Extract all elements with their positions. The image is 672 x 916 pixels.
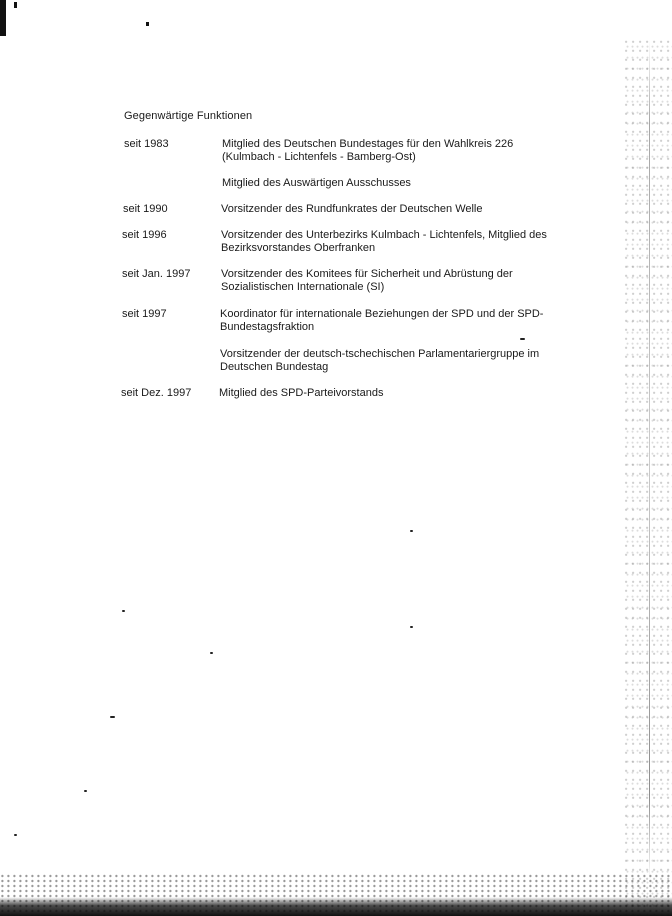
entry-text: Vorsitzender des Komitees für Sicherheit und Abrüstung der Sozialistischen Internationale (SI) (221, 268, 513, 293)
entry-date: seit Jan. 1997 (122, 268, 191, 280)
entry-text: Mitglied des Deutschen Bundestages für den Wahlkreis 226 (Kulmbach - Lichtenfels - Bamberg-Ost) (222, 138, 514, 163)
scan-speck (110, 716, 115, 718)
scan-bottom-noise (0, 874, 672, 916)
scan-speck (410, 626, 413, 628)
scan-artifact-top-left (0, 0, 6, 36)
entry-date: seit 1996 (122, 229, 167, 241)
scan-speck (410, 530, 413, 532)
scan-artifact-mark (146, 22, 149, 26)
entry-text: Vorsitzender des Rundfunkrates der Deutschen Welle (221, 203, 483, 215)
entry-text: Mitglied des Auswärtigen Ausschusses (222, 177, 411, 189)
scan-speck (14, 834, 17, 836)
scan-speck (210, 652, 213, 654)
entry-text: Vorsitzender des Unterbezirks Kulmbach - Lichtenfels, Mitglied des Bezirksvorstandes Oberfranken (221, 229, 547, 254)
entry-date: seit 1983 (124, 138, 169, 150)
scan-speck (122, 610, 125, 612)
entry-text: Koordinator für internationale Beziehungen der SPD und der SPD-Bundestagsfraktion (220, 308, 544, 333)
scan-speck (520, 338, 525, 340)
entry-date: seit Dez. 1997 (121, 387, 192, 399)
entry-date: seit 1997 (122, 308, 167, 320)
entry-text: Mitglied des SPD-Parteivorstands (219, 387, 384, 399)
scan-artifact-mark (14, 2, 17, 8)
scan-speck (84, 790, 87, 792)
page-edge-line (649, 40, 650, 880)
scan-edge-noise (624, 40, 672, 916)
entry-date: seit 1990 (123, 203, 168, 215)
section-heading: Gegenwärtige Funktionen (124, 110, 253, 122)
entry-text: Vorsitzender der deutsch-tschechischen Parlamentariergruppe im Deutschen Bundestag (220, 348, 540, 373)
